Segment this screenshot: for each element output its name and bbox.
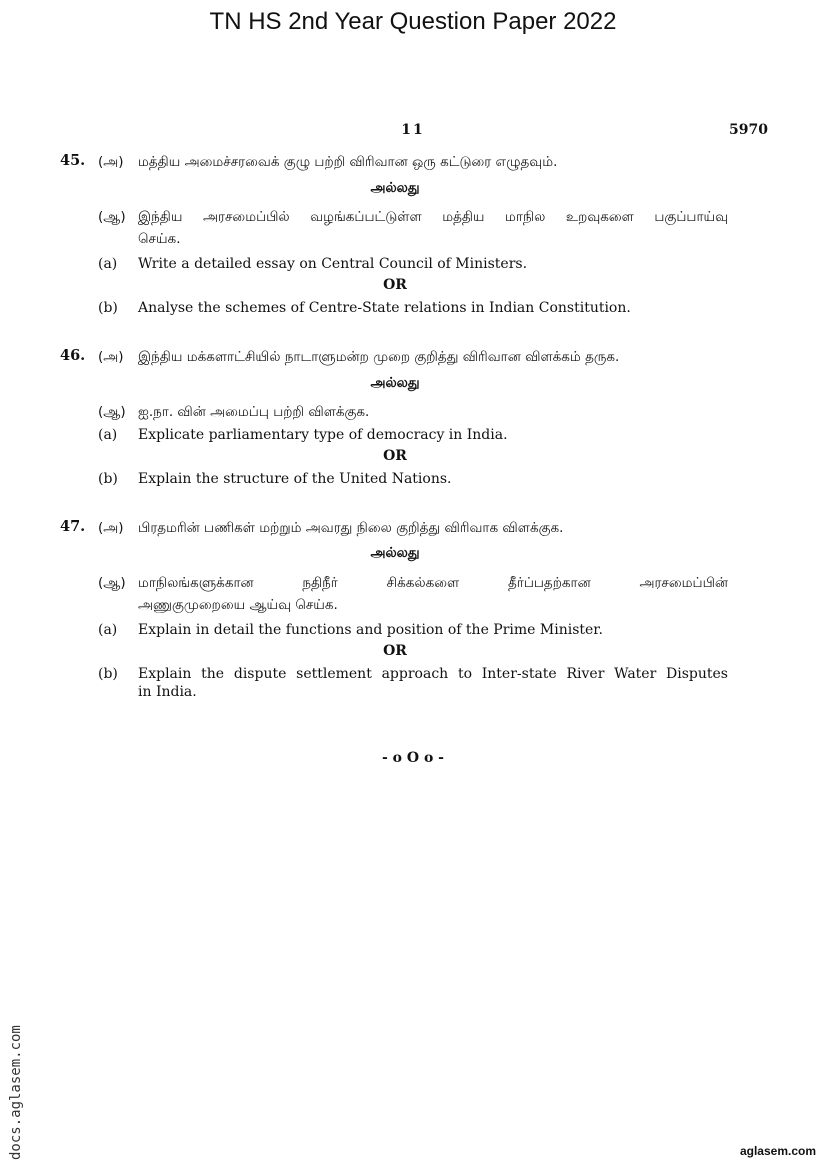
- english-or: OR: [383, 643, 407, 659]
- tamil-or: அல்லது: [370, 545, 420, 561]
- english-or: OR: [383, 448, 407, 464]
- end-of-paper-mark: - o O o -: [382, 750, 444, 766]
- question-number: 47.: [60, 518, 86, 535]
- side-watermark: docs.aglasem.com: [8, 1025, 24, 1160]
- paper-code: 5970: [729, 122, 768, 138]
- english-or: OR: [383, 277, 407, 293]
- page-number: 11: [401, 122, 425, 138]
- footer-site-name: aglasem.com: [739, 1144, 816, 1158]
- question-number: 46.: [60, 347, 86, 364]
- question-number: 45.: [60, 152, 86, 169]
- tamil-or: அல்லது: [370, 375, 420, 391]
- tamil-or: அல்லது: [370, 180, 420, 196]
- document-title: TN HS 2nd Year Question Paper 2022: [209, 8, 617, 35]
